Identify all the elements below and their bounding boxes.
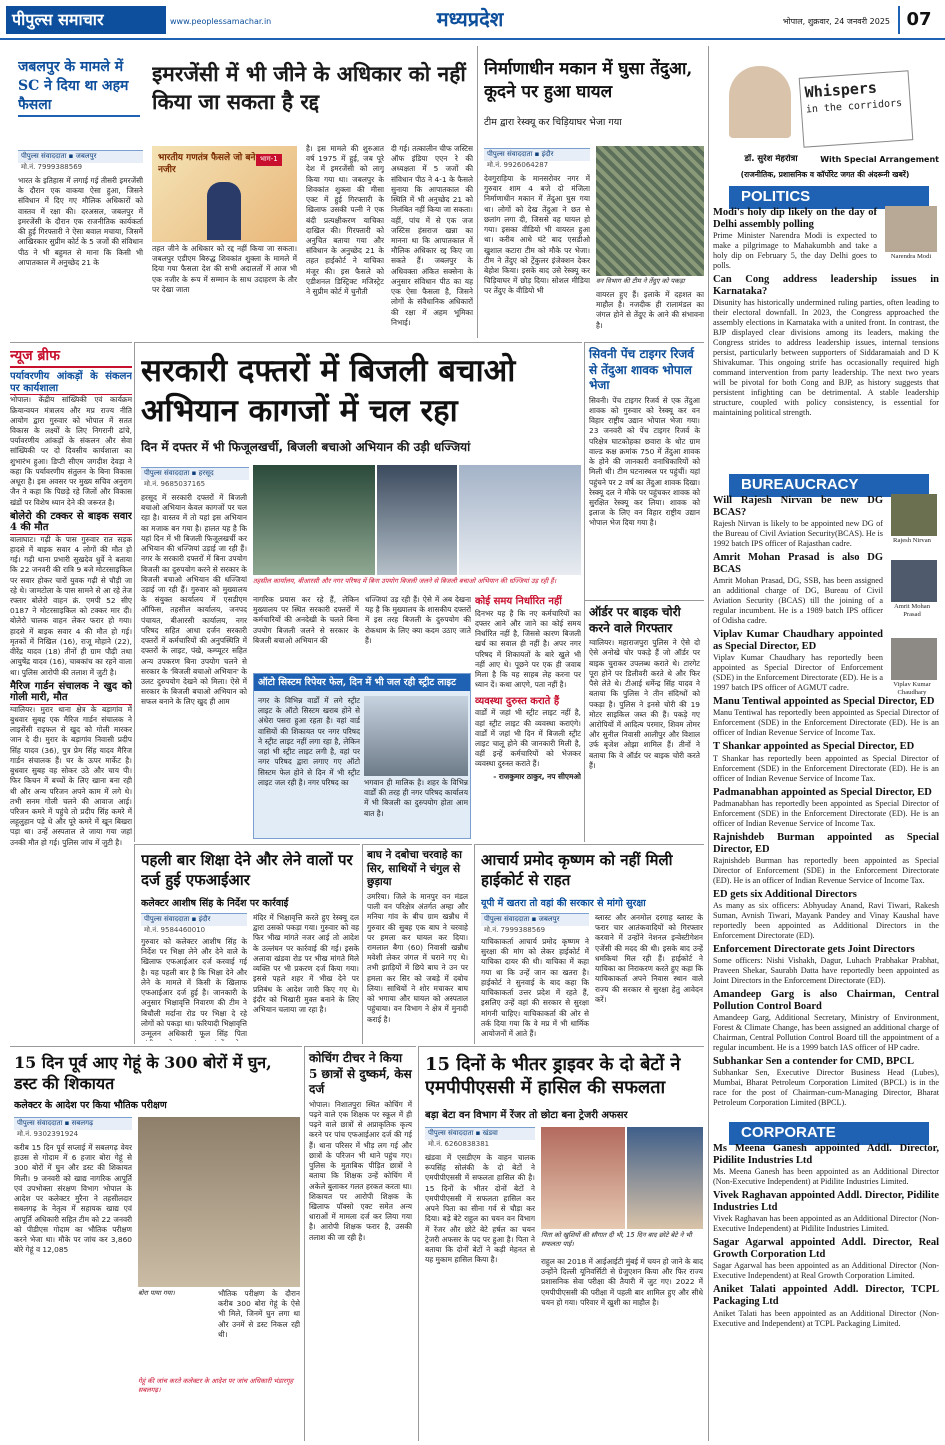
emergency-col1: भारत के इतिहास में लगाई गई तीसरी इमरजेंसी के दौरान एक वाकया ऐसा हुआ, जिसने संविधान में दिए गए मौलिक अधिकारों को वास्तव में रक्षा की। दरअसल, जबलपुर में इमरजेंसी के दौरान एक राजनीतिक कार्यकर्ता की हुई गिरफ्तारी ने ऐसा बवाल मचाया, जिसमें आखिरकार सुप्रीम कोर्ट के 5 जजों की संविधान पीठ ने भी बहुमत से माना कि किसी भी आपातकाल में अनुच्छेद 21 के — [18, 176, 143, 267]
bureaucracy-item-body: Rajesh Nirvan is likely to be appointed new DG of the Bureau of Civil Aviation Security(BCAS). He is 1992 batch IPS officer of Rajasthan cadre. — [713, 519, 883, 549]
wheat-photo-caption2: गेहूं की जांच करते कलेक्टर के आदेश पर जांच अधिकारी भंडारगृह सबलगढ़। — [138, 1377, 294, 1395]
bijli-col3: धज्जियां उड़ रही हैं। ऐसे में अब देखना यह है कि मुख्यालय के शासकीय दफ्तरों में इस तरह बिजली के दुरुपयोग की रोकथाम के लिए क्या कदम उठाए जाते हैं। — [365, 595, 471, 645]
politics-item — [713, 207, 877, 271]
wheat-byline: पीपुल्स संवाददाता ▪ सबलगढ़ — [14, 1117, 132, 1130]
tiger-headline: सिवनी पेंच टाइगर रिजर्व से तेंदुआ शावक भोपाल भेजा — [589, 347, 694, 393]
bureaucracy-item-body: T Shankar has reportedly been appointed as Special Director of Enforcement (SDE) in the Enforcement Directorate (ED). He is an officer of Indian Revenue Service of Income Tax. — [713, 753, 939, 783]
corporate-section-label: CORPORATE — [729, 1122, 929, 1145]
emergency-headline: इमरजेंसी में भी जीने के अधिकार को नहीं किया जा सकता है रद्द — [152, 61, 466, 115]
emergency-kicker: जबलपुर के मामले में SC ने दिया था अहम फैसला — [18, 58, 140, 117]
court-byline: पीपुल्स संवाददाता ▪ जबलपुर — [481, 913, 589, 926]
news-brief-head: पर्यावरणीय आंकड़ों के संकलन पर कार्यशाला — [10, 371, 132, 394]
coaching-body: भोपाल। निशातपुरा स्थित कोचिंग में पढ़ने वाले एक शिक्षक पर स्कूल में ही पढ़ने वाले छात्रों से अप्राकृतिक कृत्य करने पर पांच एफआईआर दर्ज की गई हैं। थाना परिसर में भीड़ लग गई और छात्रों के परिजन भी थाने पहुंच गए। पुलिस के मुताबिक पीड़ित छात्रों ने बताया कि शिक्षक उन्हें कोचिंग में अकेले बुलाकर गलत हरकत करता था। शिकायत पर आरोपी शिक्षक के खिलाफ पॉक्सो एक्ट समेत अन्य धाराओं में मामला दर्ज कर लिया गया है। आरोपी शिक्षक फरार है, उसकी तलाश की जा रही है। — [309, 1099, 412, 1242]
byline-city: सबलगढ़ — [71, 1119, 94, 1127]
dateline: भोपाल, शुक्रवार, 24 जनवरी 2025 — [782, 17, 890, 26]
corridor-photo — [253, 465, 375, 575]
corporate-item-head: Sagar Agarwal appointed Addl. Director, Real Growth Corporation Ltd — [713, 1237, 939, 1261]
constitution-graphic — [152, 146, 297, 242]
news-brief-label: न्यूज ब्रीफ — [10, 347, 132, 368]
bureaucracy-item-body: Rajnishdeb Burman has reportedly been appointed as Special Director of Enforcement (SDE) in the Enforcement Directorate (ED). He is an officer of Indian Revenue Service of Income Tax. — [713, 855, 939, 885]
bijli-photo-caption: तहसील कार्यालय, बीआरसी और नगर परिषद में बिना उपयोग बिजली जलने से बिजली बचाओ अभियान की धज्जियां उड़ रही हैं। — [253, 577, 557, 585]
corporate-item-head: Ms Meena Ganesh appointed Addl. Director, Pidilite Industries Ltd — [713, 1143, 939, 1167]
teacher-headline: पहली बार शिक्षा देने और लेने वालों पर दर्ज हुई एफआईआर — [141, 851, 353, 889]
whispers-tagline: (राजनीतिक, प्रशासनिक व कॉर्पोरेट जगत की अंदरूनी खबरें) — [740, 170, 910, 179]
officer-photo-1 — [891, 494, 937, 536]
mppsc-subhead: बड़ा बेटा वन विभाग में रेंजर तो छोटा बना ट्रेजरी अफसर — [425, 1110, 628, 1121]
bijli-photo-row — [253, 465, 581, 575]
cmo-quote: - राजकुमार ठाकुर, नप सीएमओ — [493, 771, 581, 781]
page-number: 07 — [898, 6, 938, 34]
byline-city: इंदौर — [541, 150, 554, 158]
tiger-attack-body: उमरिया। जिले के मानपुर वन मंडल पाली वन परिक्षेत्र अंतर्गत अम्हा और मनिया गांव के बीच ग्राम खन्नौध में गुरुवार की सुबह एक बाघ ने चरवाहे पर हमला कर घायल कर दिया। रामलाल बैगा (60) निवासी खन्नौध मवेशी लेकर जंगल में चराने गए थे। तभी झाड़ियों में छिपे बाघ ने उन पर हमला कर सिर को जबड़े में दबोच लिया। साथियों ने शोर मचाकर बाघ को भगाया और घायल को अस्पताल पहुंचाया। वन विभाग ने क्षेत्र में मुनादी कराई है। — [367, 891, 468, 1024]
news-brief-body: ग्वालियर। मुरार थाना क्षेत्र के बड़ागांव में बुधवार सुबह एक मैरिज गार्डन संचालक ने लाइसेंसी राइफल से खुद को गोली मारकर जान दे दी। मुरार के बड़ागांव निवासी प्रदीप सिंह यादव (36), पुत्र प्रेम सिंह यादव मैरिज गार्डन संचालक हैं। घर के ऊपर मार्केट है। बुधवार सुबह वह सोकर उठे और चाय पी। फिर किचन में बच्चों के लिए खाना बना रही थी और अन्य परिजन अपने काम में लगे थे। तभी सनम गोली चलने की आवाज आई। परिजन कमरे में पहुंचे तो प्रदीप सिंह कमरे में लहूलुहान पड़े थे और पूरे कमरे में खून बिखरा पड़ा था। उन्हें अस्पताल ले जाया गया जहां उनकी मौत हो गई। पुलिस जांच में जुटी है। — [10, 704, 132, 847]
corporate-item — [713, 1237, 939, 1281]
politics-item-body: Prime Minister Narendra Modi is expected to make a pilgrimage to Mahakumbh and take a holy dip on February 5, the day Delhi goes to polls. — [713, 231, 877, 271]
graphic-part-badge: भाग-1 — [256, 154, 282, 166]
teacher-col2: मंदिर में भिक्षावृत्ति करते हुए रेस्क्यू दल द्वारा उसको पकड़ा गया। गुरुवार को वह फिर भीख मांगते नजर आई तो आदेश के उल्लंघन पर कार्रवाई की गई। इसके अलावा खंडवा रोड पर भीख मांगते मिले व्यक्ति पर भी प्रकरण दर्ज किया गया। इससे पहले शहर में भीख देने पर प्रतिबंध के आदेश जारी किए गए थे। इंदौर को भिखारी मुक्त बनाने के लिए अभियान चलाया जा रहा है। — [253, 913, 359, 1014]
teacher-byline: पीपुल्स संवाददाता ▪ इंदौर — [141, 913, 247, 926]
wheat-bags-photo — [138, 1117, 300, 1287]
politics-section-label: POLITICS — [729, 186, 929, 209]
bureaucracy-item-body: Subhankar Sen, Executive Director Business Head (Lubes), Mumbai, Bharat Petroleum Corporation Limited (BPCL) is in the race for the post of Chairman-cum-Managing Director, Bharat Petroleum Corporation Limited (BPCL). — [713, 1068, 939, 1107]
bureaucracy-item-head: ED gets six Additional Directors — [713, 888, 857, 900]
bijli-subhead: दिन में दफ्तर में भी फिजूलखर्ची, बिजली बचाओ अभियान की उड़ी धज्जियां — [141, 440, 471, 454]
no-time-fixed-body: दिनभर यह है कि नए कर्मचारियों का दफ्तर आने और जाने का कोई समय निर्धारित नहीं है, जिससे कारण बिजली खर्च का सवाल ही नहीं है। अपर नगर परिषद में शिकायतों के बारे खुले भी नहीं आए थे। पूछने पर एक ही जवाब मिला है कि यह साहब लेह करना पर ध्यान दें। कथा आएगे, पता नहीं है। — [475, 608, 581, 690]
byline-city: जबलपुर — [538, 915, 560, 923]
arrangement-head: व्यवस्था दुरुस्त कराते हैं — [475, 695, 560, 707]
leopard-net-photo — [596, 146, 704, 276]
leopard-headline: निर्माणाधीन मकान में घुसा तेंदुआ, कूदने पर हुआ घायल — [484, 59, 693, 102]
bureaucracy-item-head: Amandeep Garg is also Chairman, Central Pollution Control Board — [713, 988, 939, 1012]
politics-item-head: Modi's holy dip likely on the day of Delhi assembly polling — [713, 207, 877, 231]
news-brief-column — [10, 342, 132, 1044]
bureaucracy-item — [713, 787, 939, 829]
emergency-col3: है। इस मामले की शुरुआत वर्ष 1975 में हुई, जब पूरे देश में इमरजेंसी को लागू किया गया था। जबलपुर के शिवकांत शुक्ला की मीसा एक्ट में हुई गिरफ्तारी के खिलाफ उसकी पत्नी ने एक बंदी प्रत्यक्षीकरण याचिका दाखिल की। गिरफ्तारी को अनुचित बताया गया और संविधान के अनुच्छेद 21 के तहत हाईकोर्ट ने याचिका मंजूर की। इस फैसले को एडीशनल डिस्ट्रिक्ट मजिस्ट्रेट ने सुप्रीम कोर्ट में चुनौती — [306, 144, 384, 297]
byline-city: इंदौर — [198, 915, 211, 923]
corporate-item-body: Aniket Talati has been appointed as an Additional Director (Non-Executive and Independent) at TCPL Packaging Limited. — [713, 1308, 939, 1328]
byline-text: पीपुल्स संवाददाता — [487, 150, 533, 158]
emergency-col2: तहत जीने के अधिकार को रद्द नहीं किया जा सकता। जबलपुर एडीएम बिरुद्ध शिवकांत शुक्ला के मामले में दिया गया फैसला देश की सभी अदालतों में आज भी एक नजीर के रूप में सम्मान के साथ उदाहरण के तौर पर देखा जाता — [152, 244, 297, 294]
court-col1: याचिकाकर्ता आचार्य प्रमोद कृष्णम ने सुरक्षा की मांग को लेकर हाईकोर्ट में याचिका दायर की थी। याचिका में कहा गया था कि उन्हें जान का खतरा है। हाईकोर्ट ने सुनवाई के बाद कहा कि याचिकाकर्ता उत्तर प्रदेश में रहते हैं, इसलिए उन्हें वहां की सरकार से सुरक्षा मांगनी चाहिए। याचिकाकर्ता की ओर से तर्क दिया गया कि वे मप्र में भी धार्मिक आयोजनों में आते हैं। — [481, 937, 589, 1038]
byline-text: पीपुल्स संवाददाता — [428, 1129, 474, 1137]
court-headline: आचार्य प्रमोद कृष्णम को नहीं मिली हाईकोर्ट से राहत — [481, 851, 673, 889]
officer-photo-2 — [891, 560, 937, 602]
bijli-headline: सरकारी दफ्तरों में बिजली बचाओ अभियान कागजों में चल रहा — [141, 353, 516, 430]
street-light-photo — [459, 465, 581, 575]
bijli-col1: हरसूद में सरकारी दफ्तरों में बिजली बचाओ अभियान केवल कागजों पर चल रहा है। वास्तव में तो यहां इस अभियान का मजाक बन गया है। हालत यह है कि यहां दिन में भी बिजली फिजूलखर्ची कर अभियान की धज्जियां उड़ाई जा रही हैं। नगर के सरकारी दफ्तरों में बिना उपयोग बिजली का दुरुपयोग करने से सरकार के बिजली बचाओ अभियान की धज्जियां उड़ाई जा रही हैं। गुरुवार को मुख्यालय के संयुक्त कार्यालय में एसडीएम ऑफिस, तहसील कार्यालय, जनपद पंचायत, बीआरसी कार्यालय, नगर परिषद सहित आधा दर्जन सरकारी दफ्तरों में कर्मचारियों की अनुपस्थिति में दफ्तरों के लाइट, पंखे, कम्प्यूटर सहित अन्य उपकरण बिना उपयोग चलने से सरकार के 'बिजली बचाओ अभियान' के उलट दुरुपयोग देखने को मिला। ऐसे में सरकार के बिजली बचाओ अभियान को सफल बनाने के लिए खुद ही आम — [141, 493, 247, 707]
tiger-attack-headline: बाघ ने दबोचा चरवाहे का सिर, साथियों ने चंगुल से छुड़ाया — [367, 849, 462, 889]
bureaucracy-item-body: Viplav Kumar Chaudhary has reportedly been appointed as Special Director of Enforcement (SDE) in the Enforcement Directorate (ED). He is a 1997 batch IPS officer of AGMUT cadre. — [713, 653, 883, 693]
bureaucracy-item-body: As many as six officers: Abhyuday Anand, Ravi Tiwari, Rakesh Suman, Avnish Tiwari, Mayank Pandey and Vinay Kaushal have reportedly been appointed as Additional Directors in the Enforcement Directorate (ED). — [713, 900, 939, 940]
corporate-item — [713, 1143, 939, 1187]
bureaucracy-item-head: Will Rajesh Nirvan be new DG BCAS? — [713, 495, 883, 519]
news-brief-body: बालाघाट। गढ़ी के पास गुरुवार रात सड़क हादसे में बाइक सवार 4 लोगों की मौत हो गई। गढ़ी थाना प्रभारी सुखदेव धुर्वे ने बताया कि 22 जनवरी की रात्रि 9 बजे मोटरसाइकिल पर सवार होकर चारों युवक गढ़ी से चौड़ी जा रहे थे। जामटोला के पास सामने से आ रहे तेज रफ्तार बोलेरो वाहन क्रं. एमपी 52 सीए 0187 ने मोटरसाइकिल को टक्कर मार दी। बोलेरो चालक वाहन लेकर फरार हो गया। हादसे में बाइक सवार 4 की मौत हो गई। मृतकों में निखिल (16), राजू मोहाने (22), वीरेंद्र यादव (18) तीनों ही ग्राम पौढ़ी तथा आयुषेंद्र यादव (16), चाबकांच का रहने वाला था। पुलिस आरोपी की तलाश में जुटी है। — [10, 534, 132, 677]
bureaucracy-item — [713, 629, 883, 693]
court-col2: ब्लास्ट और अनमोल दरगाह ब्लास्ट के फरार चार आतंकवादियों को गिरफ्तार करवाने में उन्होंने नेशनल इन्वेस्टीगेशन एजेंसी की मदद की थी। इसके बाद उन्हें धमकियां मिल रही हैं। हाईकोर्ट ने याचिका का निराकरण करते हुए कहा कि याचिकाकर्ता अपने निवास स्थान वाले राज्य की सरकार से सुरक्षा हेतु आवेदन करें। — [595, 913, 703, 1004]
auto-system-box — [253, 673, 471, 839]
corporate-item — [713, 1190, 939, 1234]
bureaucracy-section-label: BUREAUCRACY — [729, 474, 929, 497]
corporate-items — [713, 1140, 939, 1440]
whispers-brand — [799, 70, 914, 148]
news-brief-item — [10, 511, 132, 678]
wheat-subhead: कलेक्टर के आदेश पर किया भौतिक परीक्षण — [14, 1100, 167, 1111]
mppsc-mobile: मो.नं. 6260838381 — [428, 1140, 490, 1148]
robbery-body: ग्वालियर। महाराजपुरा पुलिस ने ऐसे दो ऐसे अनोखे चोर पकड़े हैं जो ऑर्डर पर बाइक चुराकर उपलब्ध कराते थे। टारगेट पूरा होने पर डिलीवरी करते थे और फिर पैसे लेते थे। टीआई धर्मेन्द्र सिंह यादव ने बताया कि पुलिस ने तीन संदिग्धों को पकड़ा है। पुलिस ने इनसे चोरी की 19 मोटर साइकिल जब्त की हैं। पकड़े गए आरोपियों में आदित्य परमार, शिवम तोमर और सुनील निवासी आलीपुर और विशाल उर्फ बृजेश ओझा शामिल हैं। तीनों ने बताया कि वे ऑर्डर पर बाइक चोरी करते हैं। — [589, 638, 700, 770]
bureaucracy-item — [713, 495, 883, 549]
emergency-col4: दी गई। तत्कालीन चीफ जस्टिस ऑफ इंडिया एएन रे की अध्यक्षता में 5 जजों की संविधान पीठ ने 4-1 के फैसले सुनाया कि आपातकाल की स्थिति में भी अनुच्छेद 21 को निलंबित नहीं किया जा सकता। वहीं, पांच में से एक जज जस्टिस हंसराज खन्ना का मानना था कि आपातकाल में मौलिक अधिकार रद्द किए जा सकते हैं। जबलपुर के अधिवक्ता अंकित सक्सेना के अनुसार संविधान पीठ का यह एक ऐसा फैसला है, जिसने लोगों के संवैधानिक अधिकारों की रक्षा में अहम भूमिका निभाई। — [391, 144, 473, 327]
masthead — [0, 0, 945, 40]
bureaucracy-item-body: Padmanabhan has reportedly been appointed as Special Director of Enforcement (SDE) in the Enforcement Directorate (ED). He is an officer of Indian Revenue Service of Income Tax. — [713, 798, 939, 828]
byline-city: खंडवा — [482, 1129, 498, 1137]
son-photo — [627, 1127, 703, 1229]
news-brief-body: भोपाल। केंद्रीय सांख्यिकी एवं कार्यक्रम क्रियान्वयन मंत्रालय और मप्र राज्य नीति आयोग द्वारा गुरुवार को भोपाल में सतत विकास के लक्ष्यों के लिए निगरानी ढांचे, पर्यावरणीय आंकड़ों के संकलन और सेवा सांख्यिकी पर दो दिवसीय कार्यशाला का शुभारंभ हुआ। डिप्टी सीएम जगदीश देवड़ा ने कहा कि पर्यावरणीय संतुलन के बिना विकास अधूरा है। इस अवसर पर मुख्य सचिव अनुराग जैन ने कहा कि पिछड़े रहे जिलों और विकास खंडों पर विशेष ध्यान देने की जरूरत है। — [10, 395, 132, 507]
news-brief-item — [10, 681, 132, 848]
wheat-col1: करीब 15 दिन पूर्व सप्लाई में सबलगढ़ वेयर हाउस से गोदाम में 6 हजार बोरा गेहूं से 300 बोरों में घुन और डस्ट की शिकायत मिली। 9 जनवरी को खाद्य नागरिक आपूर्ति एवं उपभोक्ता संरक्षण विभाग भोपाल के आदेश पर कलेक्टर मुरैना ने तहसीलदार सबलगढ़ के नेतृत्व में सहायक खाद्य एवं आपूर्ति अधिकारी सहित टीम को 22 जनवरी को पीडीएस गोदाम का भौतिक परीक्षण करने भेजा था। मौके पर जांच कर 3,860 बोरे गेहूं व 12,085 — [14, 1143, 132, 1255]
byline-text: पीपुल्स संवाददाता — [144, 915, 190, 923]
whispers-column — [708, 46, 940, 1441]
bureaucracy-item-head: Amrit Mohan Prasad is also DG BCAS — [713, 552, 883, 576]
bureaucracy-item — [713, 889, 939, 941]
tiger-attack-story — [362, 844, 472, 1044]
bureaucracy-item-head: T Shankar appointed as Special Director, ED — [713, 741, 915, 753]
family-photo — [541, 1127, 625, 1229]
emergency-byline: पीपुल्स संवाददाता ▪ जबलपुर — [18, 150, 143, 163]
corporate-item-body: Sagar Agarwal has been appointed as an Additional Director (Non-Executive Independent) at Real Growth Corporation Limited. — [713, 1261, 939, 1281]
street-pole-photo — [364, 696, 468, 776]
emergency-story — [10, 46, 475, 338]
court-subhead: यूपी में खतरा तो वहां की सरकार से मांगो सुरक्षा — [481, 898, 646, 909]
bijli-story — [134, 342, 582, 842]
author-photo — [729, 66, 791, 138]
wheat-mobile: मो.नं. 9302391924 — [17, 1130, 79, 1138]
section-title: मध्यप्रदेश — [436, 7, 504, 31]
byline-text: पीपुल्स संवाददाता — [484, 915, 530, 923]
byline-city: हरसूद — [198, 469, 214, 477]
arrangement-note: With Special Arrangement — [820, 155, 939, 164]
paper-logo — [6, 6, 166, 34]
court-story — [474, 844, 704, 1044]
coaching-headline: कोचिंग टीचर ने किया 5 छात्रों से दुष्कर्म, केस दर्ज — [309, 1051, 412, 1097]
byline-text: पीपुल्स संवाददाता — [17, 1119, 63, 1127]
leopard-mobile: मो.नं. 9926064287 — [487, 161, 549, 169]
officer-photo-3 — [891, 638, 937, 680]
mppsc-story — [418, 1046, 704, 1441]
emergency-mobile: मो.नं. 7999388569 — [21, 163, 83, 171]
mppsc-col2: राहुल का 2018 में आईआईटी मुंबई में चयन हो जाने के बाद उन्होंने दिल्ली यूनिवर्सिटी से ग्रेजुएशन किया और फिर राज्य प्रशासनिक सेवा परीक्षा की तैयारी में जुट गए। 2022 में एमपीपीएससी की परीक्षा में पहली बार शामिल हुए और सीधे चयन हो गया। परिवार में खुशी का माहौल है। — [541, 1257, 703, 1307]
leopard-subhead: टीम द्वारा रेस्क्यू कर चिड़ियाघर भेजा गया — [484, 117, 622, 128]
bureaucracy-item-body: Amrit Mohan Prasad, DG, SSB, has been assigned an additional charge of DG, Bureau of Civil Aviation Security (BCAS) till the joining of a regular incumbent. He is a 1989 batch IPS officer of Odisha cadre. — [713, 576, 883, 626]
wheat-photo-caption1: बोरा पाया गया। — [138, 1289, 175, 1297]
leopard-byline: पीपुल्स संवाददाता ▪ इंदौर — [484, 148, 590, 161]
leopard-col1: देवगुराड़िया के मानसरोवर नगर में गुरुवार शाम 4 बजे दो मंजिला निर्माणाधीन मकान में तेंदुआ घुस गया था। लोगों को देख तेंदुआ ने छत से छलांग लगा दी, जिससे वह घायल हो गया। इसका वीडियो भी वायरल हुआ था। करीब आधे घंटे बाद एसडीओ खुशाल कटारा टीम को मौके पर भेजा। टीम ने तेंदुए को ट्रेंकुलर इंजेक्शन देकर बेहोश किया। इसके बाद उसे रेस्क्यू कर चिड़ियाघर में छोड़ दिया। सोशल मीडिया पर तेंदुए के वीडियो भी — [484, 174, 590, 296]
website-link[interactable]: www.peoplessamachar.in — [170, 17, 272, 26]
no-time-fixed-head: कोई समय निर्धारित नहीं — [475, 596, 562, 607]
bureaucracy-item-head: Rajnishdeb Burman appointed as Special Director, ED — [713, 831, 939, 855]
bureaucracy-item-body: Some officers: Nishi Vishakh, Dagur, Luhach Prabhakar Prabhat, Praveen Shekar, Saurabh Datta have reportedly been appointed as Joint Directors in the Enforcement Directorate (ED). — [713, 955, 939, 985]
leopard-photo-caption: वन विभाग की टीम ने तेंदुए को पकड़ा — [596, 277, 685, 285]
corporate-item-head: Vivek Raghavan appointed Addl. Director, Pidilite Industries Ltd — [713, 1190, 939, 1214]
ambedkar-portrait — [207, 182, 241, 240]
politics-item — [713, 274, 939, 418]
corporate-item-head: Aniket Talati appointed Addl. Director, TCPL Packaging Ltd — [713, 1284, 939, 1308]
bureaucracy-item-head: Enforcement Directorate gets Joint Directors — [713, 943, 915, 955]
auto-system-body: नगर के विभिन्न वार्डों में लगे स्ट्रीट लाइट के ऑटो सिस्टम खराब होने से अंधेरा पसरा हुआ रहता है। वहां वार्ड वासियों की शिकायत पर नगर परिषद ने स्ट्रीट लाइट नहीं लगा रहा है, लेकिन जहां भी स्ट्रीट लाइट लगी है, वहां पर नगर परिषद द्वारा लगाए गए ऑटो सिस्टम फेल होने से दिन में भी स्ट्रीट लाइट जल रही है। नगर परिषद का — [258, 696, 360, 787]
byline-text: पीपुल्स संवाददाता — [21, 152, 67, 160]
bureaucracy-item-head: Padmanabhan appointed as Special Director, ED — [713, 786, 932, 798]
bijli-byline: पीपुल्स संवाददाता ▪ हरसूद — [141, 467, 249, 480]
mppsc-headline: 15 दिनों के भीतर ड्राइवर के दो बेटों ने एमपीपीएससी में हासिल की सफलता — [425, 1054, 681, 1099]
court-mobile: मो.नं. 7999388569 — [484, 926, 546, 934]
teacher-subhead: कलेक्टर आशीष सिंह के निर्देश पर कार्रवाई — [141, 898, 289, 909]
mppsc-byline: पीपुल्स संवाददाता ▪ खंडवा — [425, 1127, 535, 1140]
teacher-story — [134, 844, 360, 1044]
politics-items — [713, 204, 939, 472]
mppsc-col1: खंडवा में एसडीएम के वाहन चालक रूपसिंह सोलंकी के दो बेटों ने एमपीपीएससी में सफलता हासिल की है। 15 दिनों के भीतर दोनों बेटों ने एमपीपीएससी में सफलता हासिल कर अपने पिता का सीना गर्व से चौड़ा कर दिया। बड़े बेटे राहुल का चयन वन विभाग में रेंजर और छोटे बेटे हर्षल का चयन ट्रेजरी अफसर के पद पर हुआ है। पिता ने बताया कि दोनों बेटों ने कड़ी मेहनत से यह मुकाम हासिल किया है। — [425, 1153, 535, 1265]
whispers-brand-line2: in the corridors — [805, 97, 903, 116]
tube-light-photo — [377, 465, 457, 575]
modi-photo — [885, 206, 937, 252]
corporate-item — [713, 1284, 939, 1328]
author-name: डॉ. सुरेश मेहरोत्रा — [744, 154, 798, 164]
bureaucracy-item-body: Manu Tentiwal has reportedly been appointed as Special Director of Enforcement (SDE) in the Enforcement Directorate (ED). He is an officer of Indian Revenue Service of Income Tax. — [713, 708, 939, 738]
byline-text: पीपुल्स संवाददाता — [144, 469, 190, 477]
bijli-mobile: मो.नं. 9685037165 — [144, 480, 206, 488]
tiger-story — [584, 342, 704, 600]
bureaucracy-item — [713, 552, 883, 626]
wheat-headline: 15 दिन पूर्व आए गेहूं के 300 बोरों में घुन, डस्ट की शिकायत — [14, 1053, 272, 1093]
news-brief-head: बोलेरो की टक्कर से बाइक सवार 4 की मौत — [10, 510, 132, 534]
arrangement-body: वार्डों में जहां भी स्ट्रीट लाइट नहीं है, वहां स्ट्रीट लाइट की व्यवस्था कराएंगे। वार्डों में जहां भी दिन में बिजली स्ट्रीट लाइट चालू होने की जानकारी मिली है, वहीं इन्हें कर्मचारियों को भेजकर व्यवस्था दुरुस्त कराते हैं। — [475, 708, 581, 769]
bureaucracy-item — [713, 696, 939, 738]
bijli-col2: नागरिक प्रयास कर रहे हैं, लेकिन मुख्यालय पर स्थित सरकारी दफ्तरों में कर्मचारियों की अनदेखी के चलते बिना उपयोग बिजली जलने से सरकार के बिजली बचाओ अभियान की — [253, 595, 359, 645]
bureaucracy-item-head: Subhankar Sen a contender for CMD, BPCL — [713, 1055, 914, 1067]
bureaucracy-items — [713, 492, 939, 1120]
teacher-col1: गुरुवार को कलेक्टर आशीष सिंह के निर्देश पर भिक्षा लेने और देने वाले के खिलाफ एफआईआर दर्ज करवाई गई है। यह पहली बार है कि भिक्षा देने और लेने के मामले में किसी के खिलाफ एफआईआर दर्ज हुई है। जानकारी के अनुसार भिक्षावृत्ति निवारण की टीम ने बिचौली मर्दाना रोड पर भिक्षा दे रहे लोगों को पकड़ा था। फरियादी भिक्षावृत्ति उन्मूलन अधिकारी फूल सिंह पिता — [141, 937, 247, 1038]
street-pole-caption: भगवान ही मालिक है। शहर के विभिन्न वार्डों की तरह ही नगर परिषद कार्यालय में भी बिजली का दुरुपयोग होता आम बात है। — [364, 778, 468, 818]
officer-photo-3-caption: Viplav Kumar Chaudhary — [893, 681, 931, 697]
news-brief-item — [10, 371, 132, 507]
bureaucracy-item — [713, 1056, 939, 1108]
bureaucracy-item-head: Manu Tentiwal appointed as Special Director, ED — [713, 696, 935, 708]
modi-photo-caption: Narendra Modi — [890, 253, 932, 260]
leopard-col2: वायरल हुए हैं। इलाके में दहशत का माहौल है। नजदीक ही रालामंडल का जंगल होने से तेंदुए के आने की संभावना है। — [596, 290, 704, 330]
wheat-col2: भौतिक परीक्षण के दौरान करीब 300 बोरा गेहूं के ऐसे भी मिले, जिनमें घुन लगा था और उनमें से डस्ट निकल रही थी। — [218, 1289, 300, 1339]
politics-item-body: Disunity has historically undermined ruling parties, often leading to their electoral downfall. In 2023, the Congress approached the assembly elections in Karnataka with a united front. In contrast, the BJP displayed clear divisions among its leaders, making the Congress strides to address leadership issues, internal tensions persist, particularly between supporters of Siddaramaiah and D K Shivakumar. This ongoing strife has occasionally required high command intervention from party leadership. The next two years will be pivotal for both Cong and BJP, as history suggests that persistent infighting can be detrimental. A stable leadership structure, coupled with policy consistency, is essential for maintaining political strength. — [713, 298, 939, 418]
robbery-story — [584, 600, 704, 842]
leopard-story — [477, 46, 705, 338]
bureaucracy-item-head: Viplav Kumar Chaudhary appointed as Special Director, ED — [713, 629, 883, 653]
corporate-item-body: Vivek Raghavan has been appointed as an Additional Director (Non-Executive Independent) at Pidilite Industries Limited. — [713, 1214, 939, 1234]
bureaucracy-item — [713, 832, 939, 886]
paper-name: पीपुल्स समाचार — [12, 10, 104, 29]
wheat-story — [10, 1046, 302, 1441]
news-brief-head: मैरिज गार्डन संचालक ने खुद को गोली मारी, मौत — [10, 680, 132, 704]
tiger-body: सिवनी। पेंच टाइगर रिजर्व से एक तेंदुआ शावक को गुरुवार को रेस्क्यू कर वन विहार राष्ट्रीय उद्यान भोपाल भेजा गया। 23 जनवरी को पेंच टाइगर रिजर्व के परिक्षेत्र घाटकोहका छवारा के थोट ग्राम वाल्ड कक्ष क्रमांक 750 में तेंदुआ शावक के होने की जानकारी वनाधिकारियों को मिली थी। टीम घटनास्थल पर पहुंचीं। यहां पहुंचने पर 2 वर्ष का तेंदुआ शावक दिखा। रेस्क्यू दल ने मौके पर पहुंचकर शावक को सुरक्षित रेस्क्यू कर लिया। शावक को इलाज के लिए वन विहार राष्ट्रीय उद्यान भोपाल भेज दिया गया है। — [589, 395, 700, 528]
whispers-brand-line1: Whispers — [804, 78, 878, 102]
byline-city: जबलपुर — [75, 152, 97, 160]
officer-photo-1-caption: Rajesh Nirvan — [893, 537, 931, 544]
officer-photo-2-caption: Amrit Mohan Prasad — [893, 603, 931, 619]
politics-item-head: Can Cong address leadership issues in Karnataka? — [713, 274, 939, 298]
corporate-item-body: Ms. Meena Ganesh has been appointed as an Additional Director (Non-Executive Independent) at Pidilite Industries Limited. — [713, 1167, 939, 1187]
teacher-mobile: मो.नं. 9584460010 — [144, 926, 206, 934]
mppsc-photo-caption: पिता को खुशियों की सौगात दी भी, 15 दिन बाद छोटे बेटे ने भी सफलता पाई। — [541, 1231, 692, 1249]
auto-system-head: ऑटो सिस्टम रिपेयर फेल, दिन में भी जल रही स्ट्रीट लाइट — [254, 674, 470, 691]
bijli-sidebar — [475, 595, 581, 839]
coaching-story — [304, 1046, 416, 1441]
bureaucracy-item — [713, 741, 939, 783]
robbery-headline: ऑर्डर पर बाइक चोरी करने वाले गिरफ्तार — [589, 605, 681, 635]
graphic-title: भारतीय गणतंत्र फैसले जो बने नजीर — [158, 153, 256, 176]
bureaucracy-item — [713, 989, 939, 1053]
bureaucracy-item — [713, 944, 939, 986]
bureaucracy-item-body: Amandeep Garg, Additional Secretary, Ministry of Environment, Forest & Climate Change, has been assigned an additional charge of Chairman, Central Pollution Control Board till the appointment of a regular incumbent. He is a 1999 batch IAS officer of HP cadre. — [713, 1012, 939, 1052]
